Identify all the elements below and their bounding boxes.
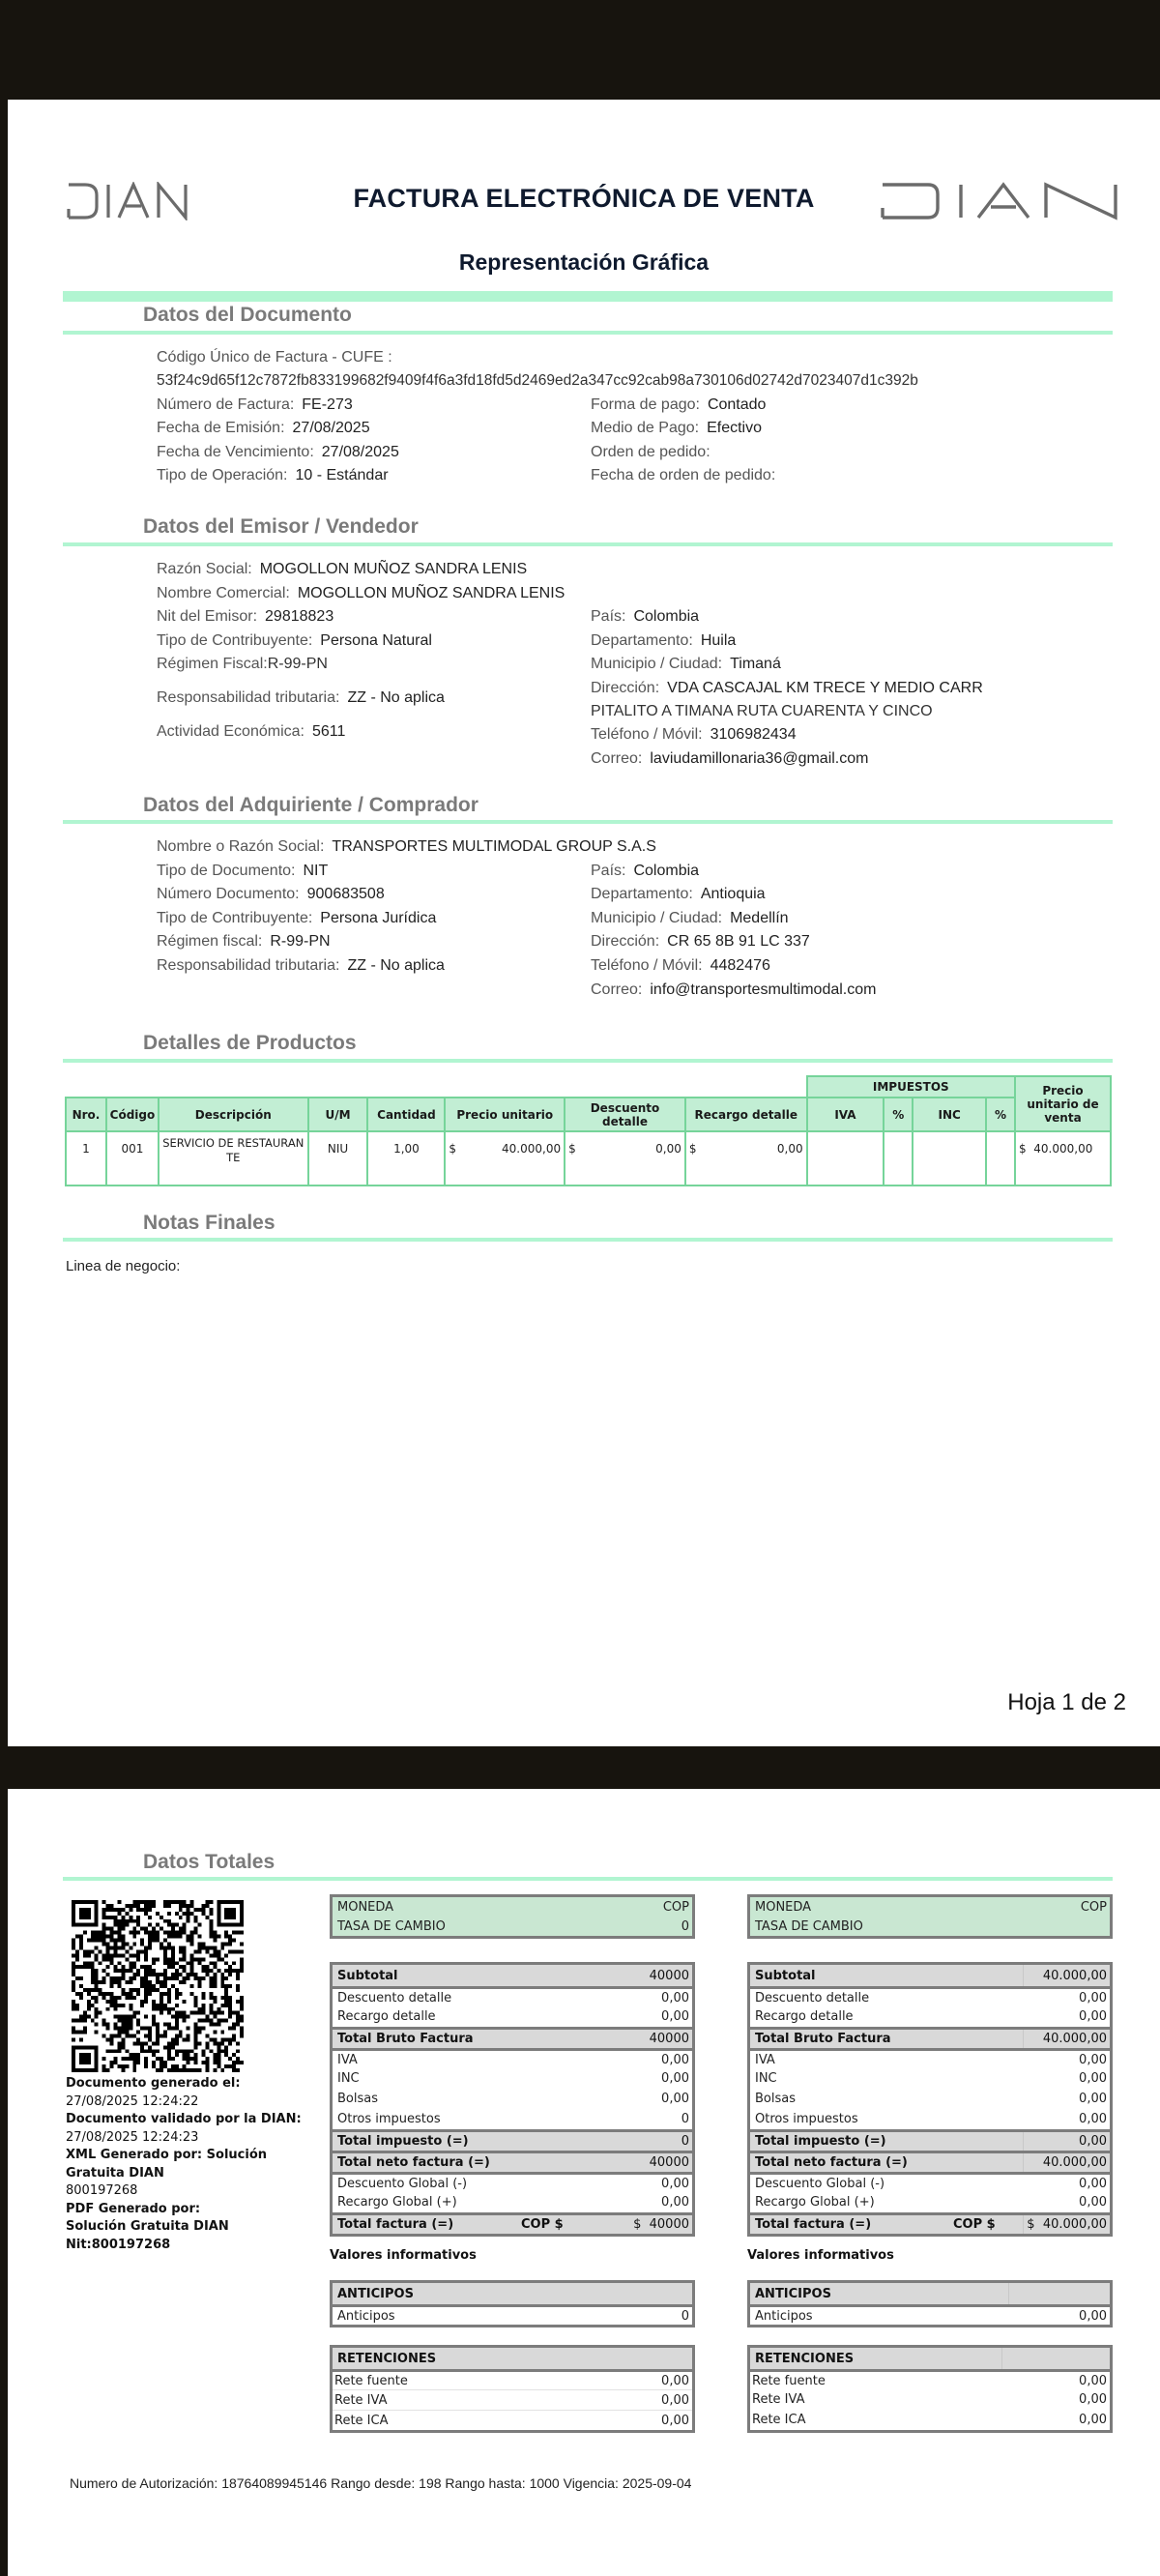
adquiriente-tipo-contribuyente: Tipo de Contribuyente: Persona Jurídica xyxy=(157,910,437,926)
section-divider xyxy=(63,1238,1113,1242)
col-precio-venta: Precio unitario de venta xyxy=(1015,1076,1111,1131)
col-recargo: Recargo detalle xyxy=(685,1098,807,1131)
fecha-emision: Fecha de Emisión: 27/08/2025 xyxy=(157,420,370,436)
document-subtitle: Representación Gráfica xyxy=(458,249,710,275)
impuestos-header: IMPUESTOS xyxy=(807,1076,1015,1098)
cell-recargo: $ 0,00 xyxy=(685,1131,807,1186)
section-divider xyxy=(63,331,1113,335)
cell-iva xyxy=(807,1131,884,1186)
section-divider xyxy=(63,820,1113,824)
cufe-value: 53f24c9d65f12c7872fb833199682f9409f4f6a3fd18fd5d2469ed2a347cc92cab98a730106d02742d7023407d1c392b xyxy=(157,372,918,389)
totals-column-right xyxy=(747,1894,1113,2433)
generation-info xyxy=(66,2075,317,2254)
emisor-actividad: Actividad Económica: 5611 xyxy=(157,723,346,740)
emisor-razon-social: Razón Social: MOGOLLON MUÑOZ SANDRA LENIS xyxy=(157,561,528,577)
emisor-direccion-cont: PITALITO A TIMANA RUTA CUARENTA Y CINCO xyxy=(591,703,933,719)
qr-code xyxy=(72,1900,244,2072)
adquiriente-numero-doc: Número Documento: 900683508 xyxy=(157,886,385,902)
fecha-vencimiento: Fecha de Vencimiento: 27/08/2025 xyxy=(157,444,399,460)
cufe-label: Código Único de Factura - CUFE : xyxy=(157,349,392,366)
adquiriente-pais: País: Colombia xyxy=(591,863,700,879)
emisor-departamento: Departamento: Huila xyxy=(591,632,737,649)
col-precio-unitario: Precio unitario xyxy=(445,1098,565,1131)
adquiriente-correo: Correo: info@transportesmultimodal.com xyxy=(591,981,877,998)
adquiriente-departamento: Departamento: Antioquia xyxy=(591,886,766,902)
cell-um: NIU xyxy=(308,1131,368,1186)
xml-nit: 800197268 xyxy=(66,2183,138,2198)
cell-precio-venta: $ 40.000,00 xyxy=(1015,1131,1111,1186)
valores-informativos-label: Valores informativos xyxy=(747,2248,894,2263)
cell-cantidad: 1,00 xyxy=(367,1131,445,1186)
section-divider xyxy=(63,1877,1113,1881)
totals-box: Subtotal 40.000,00 Descuento detalle 0,00 Recargo detalle 0,00 Total Bruto Factura 40.000,00 IVA 0,00 INC 0,00 Bolsas 0,00 Otros impuestos 0,00 Total impuesto (=) 0,00 Total neto factura (=) 40.000,00 Descuento Global (-) 0,00 Recargo Global (+) 0,00 Total factura (=) COP $ $ 40.000,00 xyxy=(747,1962,1113,2237)
section-title-adquiriente: Datos del Adquiriente / Comprador xyxy=(143,794,478,816)
cell-descuento: $ 0,00 xyxy=(565,1131,685,1186)
dian-logo-right xyxy=(880,182,1121,220)
adquiriente-responsabilidad: Responsabilidad tributaria: ZZ - No aplica xyxy=(157,957,445,974)
adquiriente-direccion: Dirección: CR 65 8B 91 LC 337 xyxy=(591,933,810,950)
xml-label: XML Generado por: Solución Gratuita DIAN xyxy=(66,2148,267,2181)
cell-inc xyxy=(913,1131,986,1186)
totals-column-left xyxy=(330,1894,695,2433)
qr-modules xyxy=(72,1900,244,2072)
section-divider xyxy=(63,1059,1113,1063)
anticipos-box: ANTICIPOS Anticipos 0 xyxy=(330,2280,695,2327)
linea-negocio: Linea de negocio: xyxy=(66,1258,181,1274)
cell-iva-pct xyxy=(884,1131,913,1186)
products-table xyxy=(65,1075,1112,1186)
retenciones-box: RETENCIONES Rete fuente 0,00 Rete IVA 0,00 Rete ICA 0,00 xyxy=(747,2345,1113,2433)
section-divider xyxy=(63,542,1113,546)
adquiriente-regimen: Régimen fiscal: R-99-PN xyxy=(157,933,331,950)
col-descuento: Descuento detalle xyxy=(565,1098,685,1131)
generado-label: Documento generado el: xyxy=(66,2076,241,2091)
emisor-correo: Correo: laviudamillonaria36@gmail.com xyxy=(591,750,869,767)
anticipos-box: ANTICIPOS Anticipos 0,00 xyxy=(747,2280,1113,2327)
emisor-regimen: Régimen Fiscal:R-99-PN xyxy=(157,656,328,672)
retenciones-box: RETENCIONES Rete fuente 0,00 Rete IVA 0,00 Rete ICA 0,00 xyxy=(330,2345,695,2433)
cell-inc-pct xyxy=(986,1131,1015,1186)
emisor-pais: País: Colombia xyxy=(591,608,700,625)
emisor-direccion: Dirección: VDA CASCAJAL KM TRECE Y MEDIO CARR xyxy=(591,680,983,696)
authorization-footer: Numero de Autorización: 18764089945146 Rango desde: 198 Rango hasta: 1000 Vigencia: 2025-09-04 xyxy=(70,2475,692,2491)
section-title-emisor: Datos del Emisor / Vendedor xyxy=(143,515,419,538)
section-title-productos: Detalles de Productos xyxy=(143,1032,357,1054)
section-title-totales: Datos Totales xyxy=(143,1851,276,1873)
validado-value: 27/08/2025 12:24:23 xyxy=(66,2129,199,2145)
cell-precio-unitario: $ 40.000,00 xyxy=(445,1131,565,1186)
col-iva: IVA xyxy=(807,1098,884,1131)
col-cantidad: Cantidad xyxy=(367,1098,445,1131)
currency-box: MONEDA COP TASA DE CAMBIO 0 xyxy=(330,1894,695,1939)
tipo-operacion: Tipo de Operación: 10 - Estándar xyxy=(157,467,389,483)
numero-factura: Número de Factura: FE-273 xyxy=(157,396,353,413)
col-um: U/M xyxy=(308,1098,368,1131)
emisor-telefono: Teléfono / Móvil: 3106982434 xyxy=(591,726,797,743)
fecha-orden-pedido: Fecha de orden de pedido: xyxy=(591,467,776,483)
valores-informativos-label: Valores informativos xyxy=(330,2248,477,2263)
table-row xyxy=(66,1131,1111,1186)
col-nro: Nro. xyxy=(66,1098,106,1131)
emisor-tipo-contribuyente: Tipo de Contribuyente: Persona Natural xyxy=(157,632,432,649)
adquiriente-nombre: Nombre o Razón Social: TRANSPORTES MULTIMODAL GROUP S.A.S xyxy=(157,838,656,855)
invoice-page-2 xyxy=(8,1789,1160,2576)
adquiriente-telefono: Teléfono / Móvil: 4482476 xyxy=(591,957,770,974)
forma-pago: Forma de pago: Contado xyxy=(591,396,767,413)
emisor-responsabilidad: Responsabilidad tributaria: ZZ - No aplica xyxy=(157,689,445,706)
col-iva-pct: % xyxy=(884,1098,913,1131)
col-descripcion: Descripción xyxy=(159,1098,308,1131)
generado-value: 27/08/2025 12:24:22 xyxy=(66,2093,199,2109)
emisor-nombre-comercial: Nombre Comercial: MOGOLLON MUÑOZ SANDRA LENIS xyxy=(157,585,566,601)
invoice-page-1 xyxy=(8,100,1160,1746)
section-title-notas: Notas Finales xyxy=(143,1212,276,1234)
adquiriente-tipo-doc: Tipo de Documento: NIT xyxy=(157,863,329,879)
totals-box: Subtotal 40000 Descuento detalle 0,00 Recargo detalle 0,00 Total Bruto Factura 40000 IVA 0,00 INC 0,00 Bolsas 0,00 Otros impuestos 0 Total impuesto (=) 0 Total neto factura (=) 40000 Descuento Global (-) 0,00 Recargo Global (+) 0,00 Total factura (=) COP $ $ 40000 xyxy=(330,1962,695,2237)
orden-pedido: Orden de pedido: xyxy=(591,444,710,460)
cell-nro: 1 xyxy=(66,1131,106,1186)
section-title-documento: Datos del Documento xyxy=(143,304,352,326)
pdf-label: PDF Generado por: Solución Gratuita DIAN Nit:800197268 xyxy=(66,2201,229,2252)
emisor-nit: Nit del Emisor: 29818823 xyxy=(157,608,334,625)
page-number: Hoja 1 de 2 xyxy=(1007,1689,1126,1715)
adquiriente-municipio: Municipio / Ciudad: Medellín xyxy=(591,910,789,926)
document-title: FACTURA ELECTRÓNICA DE VENTA xyxy=(353,184,815,213)
section-bar xyxy=(63,291,1113,302)
medio-pago: Medio de Pago: Efectivo xyxy=(591,420,762,436)
col-codigo: Código xyxy=(106,1098,159,1131)
currency-box: MONEDA COP TASA DE CAMBIO xyxy=(747,1894,1113,1939)
emisor-municipio: Municipio / Ciudad: Timaná xyxy=(591,656,781,672)
validado-label: Documento validado por la DIAN: xyxy=(66,2112,302,2126)
cell-descripcion: SERVICIO DE RESTAURAN TE xyxy=(159,1131,308,1186)
col-inc-pct: % xyxy=(986,1098,1015,1131)
col-inc: INC xyxy=(913,1098,986,1131)
cell-codigo: 001 xyxy=(106,1131,159,1186)
